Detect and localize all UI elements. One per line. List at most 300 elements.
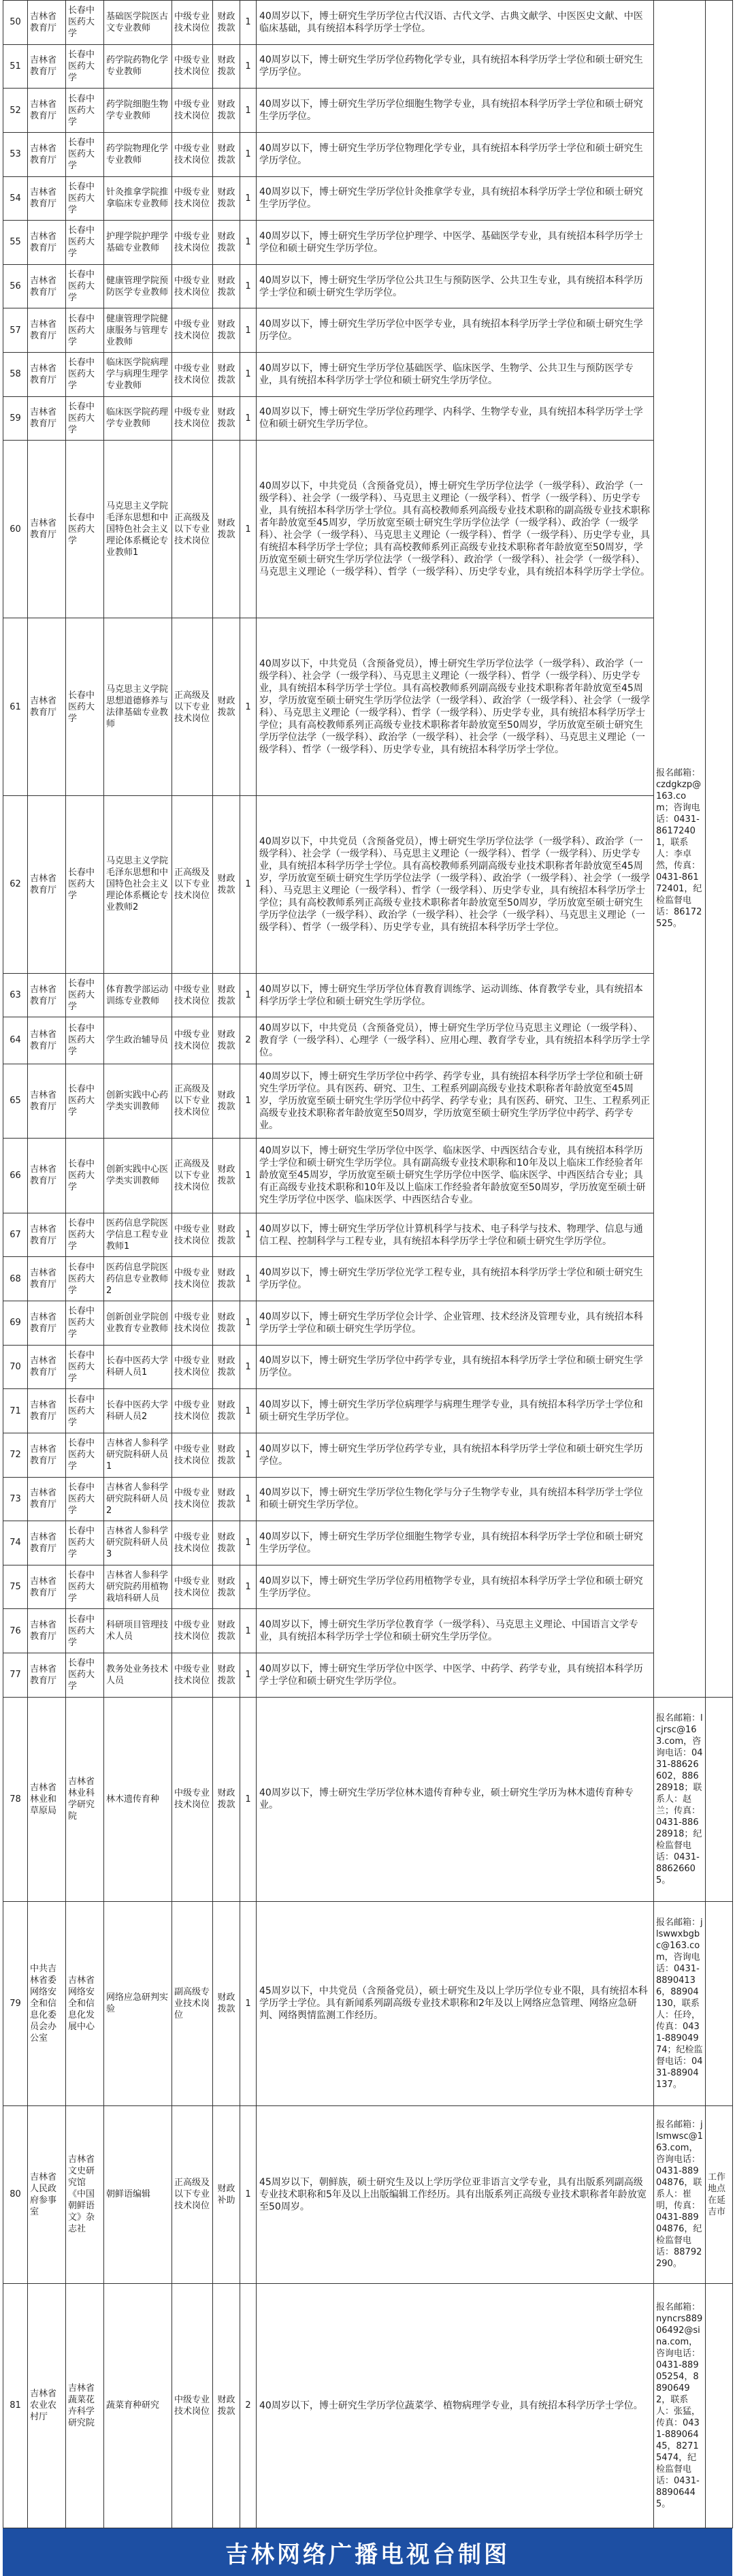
recruit-count: 1 <box>240 1301 257 1346</box>
competent-department: 吉林省教育厅 <box>28 264 66 308</box>
recruiting-unit: 长春中医药大学 <box>66 353 104 397</box>
post-requirements: 40周岁以下，中共党员（含预备党员），博士研究生学历学位法学（一级学科）、政治学（一级学科）、社会学（一级学科）、马克思主义理论（一级学科）、哲学（一级学科）、历史学专业，具有统招本科学历学士学位。具有高校教师系列副高级专业技术职称者年龄放宽至45周岁，学历放宽至硕士研究生学历学位法学（一级学科）、政治学（一级学科）、社会学（一级学科）、马克思主义理论（一级学科）、哲学（一级学科）、历史学专业，具有统招本科学历学士学位；具有高校教师系列正高级专业技术职称者年龄放宽至50周岁，学历放宽至硕士研究生学历学位法学（一级学科）、政治学（一级学科）、社会学（一级学科）、马克思主义理论（一级学科）、哲学（一级学科）、历史学专业，具有统招本科学历学士学位。 <box>257 795 654 973</box>
footer-banner: 吉林网络广播电视台制图 <box>3 2528 732 2576</box>
recruiting-unit: 吉林省文史研究馆《中国朝鲜语文》杂志社 <box>66 2105 104 2283</box>
funding-type: 财政拨款 <box>213 1697 240 1901</box>
post-requirements: 40周岁以下，博士研究生学历学位光学工程专业，具有统招本科学历学士学位和硕士研究生学历学位。 <box>257 1257 654 1301</box>
competent-department: 吉林省教育厅 <box>28 1064 66 1139</box>
recruiting-unit: 长春中医药大学 <box>66 1433 104 1477</box>
table-row <box>3 353 733 397</box>
post-name: 网络应急研判实验 <box>104 1901 172 2105</box>
recruit-count: 1 <box>240 1653 257 1698</box>
post-requirements: 40周岁以下，中共党员（含预备党员），博士研究生学历学位法学（一级学科）、政治学（一级学科）、社会学（一级学科）、马克思主义理论（一级学科）、哲学（一级学科）、历史学专业，具有统招本科学历学士学位。具有高校教师系列副高级专业技术职称者年龄放宽至45周岁，学历放宽至硕士研究生学历学位法学（一级学科）、政治学（一级学科）、社会学（一级学科）、马克思主义理论（一级学科）、哲学（一级学科）、历史学专业，具有统招本科学历学士学位；具有高校教师系列正高级专业技术职称者年龄放宽至50周岁，学历放宽至硕士研究生学历学位法学（一级学科）、政治学（一级学科）、社会学（一级学科）、马克思主义理论（一级学科）、哲学（一级学科）、历史学专业，具有统招本科学历学士学位。 <box>257 618 654 796</box>
row-number: 74 <box>3 1521 28 1565</box>
post-name: 学生政治辅导员 <box>104 1017 172 1064</box>
post-level: 中级专业技术岗位 <box>172 396 213 441</box>
recruit-count: 1 <box>240 396 257 441</box>
post-level: 中级专业技术岗位 <box>172 1257 213 1301</box>
table-row <box>3 264 733 308</box>
row-number: 63 <box>3 973 28 1017</box>
post-name: 创新创业学院创业教育专业教师 <box>104 1301 172 1346</box>
row-number: 66 <box>3 1139 28 1213</box>
competent-department: 吉林省教育厅 <box>28 1653 66 1698</box>
row-number: 50 <box>3 1 28 45</box>
row-number: 62 <box>3 795 28 973</box>
post-level: 中级专业技术岗位 <box>172 308 213 353</box>
table-row <box>3 1017 733 1064</box>
funding-type: 财政拨款 <box>213 1609 240 1653</box>
row-number: 59 <box>3 396 28 441</box>
recruit-count: 1 <box>240 221 257 265</box>
table-row <box>3 441 733 618</box>
post-requirements: 40周岁以下，博士研究生学历学位药理学、内科学、生物学专业，具有统招本科学历学士学位和硕士研究生学历学位。 <box>257 396 654 441</box>
competent-department: 吉林省教育厅 <box>28 89 66 133</box>
post-level: 中级专业技术岗位 <box>172 1521 213 1565</box>
recruiting-unit: 长春中医药大学 <box>66 1139 104 1213</box>
post-name: 针灸推拿学院推拿临床专业教师 <box>104 176 172 221</box>
post-level: 正高级及以下专业技术岗位 <box>172 2105 213 2283</box>
row-number: 80 <box>3 2105 28 2283</box>
table-row <box>3 396 733 441</box>
funding-type: 财政拨款 <box>213 618 240 796</box>
post-name: 药学院物理化学专业教师 <box>104 132 172 176</box>
post-requirements: 40周岁以下，博士研究生学历学位计算机科学与技术、电子科学与技术、物理学、信息与通信工程、控制科学与工程专业，具有统招本科学历学士学位和硕士研究生学历学位。 <box>257 1213 654 1257</box>
post-requirements: 40周岁以下，中共党员（含预备党员），博士研究生学历学位马克思主义理论（一级学科）、教育学（一级学科）、心理学（一级学科）、应用心理、教育学专业，具有统招本科学历学士学位。 <box>257 1017 654 1064</box>
competent-department: 吉林省教育厅 <box>28 353 66 397</box>
post-requirements: 40周岁以下，博士研究生学历学位公共卫生与预防医学、公共卫生专业，具有统招本科学历学士学位和硕士研究生学历学位。 <box>257 264 654 308</box>
funding-type: 财政拨款 <box>213 264 240 308</box>
contact-info-cyber: 报名邮箱：jlswwxbgbc@163.com，咨询电话：0431-88904136，88904130，联系人：任玲，传真：0431-88904974；纪检监督电话：0431-88904137。 <box>654 1901 706 2105</box>
post-level: 中级专业技术岗位 <box>172 132 213 176</box>
competent-department: 中共吉林省委网络安全和信息化委员会办公室 <box>28 1901 66 2105</box>
competent-department: 吉林省教育厅 <box>28 1301 66 1346</box>
post-name: 医药信息学院医学信息工程专业教师1 <box>104 1213 172 1257</box>
row-number: 73 <box>3 1477 28 1521</box>
remark-cell <box>706 1697 733 1901</box>
competent-department: 吉林省教育厅 <box>28 973 66 1017</box>
recruit-count: 1 <box>240 132 257 176</box>
table-row <box>3 973 733 1017</box>
funding-type: 财政拨款 <box>213 1 240 45</box>
table-row <box>3 795 733 973</box>
post-name: 长春中医药大学科研人员2 <box>104 1389 172 1433</box>
row-number: 68 <box>3 1257 28 1301</box>
table-row <box>3 132 733 176</box>
row-number: 72 <box>3 1433 28 1477</box>
table-row <box>3 44 733 89</box>
funding-type: 财政拨款 <box>213 308 240 353</box>
competent-department: 吉林省教育厅 <box>28 795 66 973</box>
post-requirements: 40周岁以下，博士研究生学历学位教育学（一级学科）、马克思主义理论、中国语言文学专业，具有统招本科学历学士学位和硕士研究生学历学位。 <box>257 1609 654 1653</box>
funding-type: 财政拨款 <box>213 1389 240 1433</box>
post-level: 中级专业技术岗位 <box>172 1301 213 1346</box>
post-level: 中级专业技术岗位 <box>172 89 213 133</box>
post-requirements: 40周岁以下，博士研究生学历学位中医学、临床医学、中西医结合专业，具有统招本科学历学士学位和硕士研究生学历学位。具有副高级专业技术职称和10年及以上临床工作经验者年龄放宽至45周岁，学历放宽至硕士研究生学历学位中医学、临床医学、中西医结合专业；具有正高级专业技术职称和10年及以上临床工作经验者年龄放宽至50周岁，学历放宽至硕士研究生学历学位中医学、临床医学、中西医结合专业。 <box>257 1139 654 1213</box>
recruiting-unit: 长春中医药大学 <box>66 1477 104 1521</box>
post-requirements: 40周岁以下，博士研究生学历学位基础医学、临床医学、生物学、公共卫生与预防医学专业，具有统招本科学历学士学位和硕士研究生学历学位。 <box>257 353 654 397</box>
row-number: 75 <box>3 1565 28 1609</box>
recruiting-unit: 长春中医药大学 <box>66 1521 104 1565</box>
table-row <box>3 1345 733 1389</box>
competent-department: 吉林省人民政府参事室 <box>28 2105 66 2283</box>
funding-type: 财政拨款 <box>213 44 240 89</box>
table-row <box>3 1301 733 1346</box>
competent-department: 吉林省教育厅 <box>28 1345 66 1389</box>
recruiting-unit: 长春中医药大学 <box>66 1017 104 1064</box>
recruiting-unit: 长春中医药大学 <box>66 308 104 353</box>
row-number: 64 <box>3 1017 28 1064</box>
post-level: 副高级专业技术岗位 <box>172 1901 213 2105</box>
competent-department: 吉林省教育厅 <box>28 308 66 353</box>
post-name: 朝鲜语编辑 <box>104 2105 172 2283</box>
post-requirements: 40周岁以下，博士研究生学历学位病理学与病理生理学专业，具有统招本科学历学士学位和硕士研究生学历学位。 <box>257 1389 654 1433</box>
funding-type: 财政拨款 <box>213 441 240 618</box>
funding-type: 财政拨款 <box>213 1064 240 1139</box>
post-name: 临床医学院病理学与病理生理学专业教师 <box>104 353 172 397</box>
recruiting-unit: 长春中医药大学 <box>66 1 104 45</box>
row-number: 77 <box>3 1653 28 1698</box>
funding-type: 财政拨款 <box>213 1521 240 1565</box>
post-level: 中级专业技术岗位 <box>172 1389 213 1433</box>
recruit-count: 1 <box>240 44 257 89</box>
funding-type: 财政拨款 <box>213 1901 240 2105</box>
recruit-count: 1 <box>240 618 257 796</box>
post-requirements: 40周岁以下，博士研究生学历学位药用植物学专业，具有统招本科学历学士学位和硕士研究生学历学位。 <box>257 1565 654 1609</box>
competent-department: 吉林省教育厅 <box>28 1213 66 1257</box>
recruiting-unit: 长春中医药大学 <box>66 89 104 133</box>
post-level: 中级专业技术岗位 <box>172 221 213 265</box>
row-number: 58 <box>3 353 28 397</box>
recruiting-unit: 长春中医药大学 <box>66 1213 104 1257</box>
post-name: 护理学院护理学基础专业教师 <box>104 221 172 265</box>
post-level: 中级专业技术岗位 <box>172 1 213 45</box>
row-number: 78 <box>3 1697 28 1901</box>
row-number: 69 <box>3 1301 28 1346</box>
row-number: 67 <box>3 1213 28 1257</box>
recruiting-unit: 长春中医药大学 <box>66 221 104 265</box>
competent-department: 吉林省林业和草原局 <box>28 1697 66 1901</box>
post-name: 蔬菜育种研究 <box>104 2283 172 2528</box>
post-name: 马克思主义学院思想道德修养与法律基础专业教师 <box>104 618 172 796</box>
post-name: 健康管理学院预防医学专业教师 <box>104 264 172 308</box>
post-name: 临床医学院药理学专业教师 <box>104 396 172 441</box>
post-name: 创新实践中心医学类实训教师 <box>104 1139 172 1213</box>
post-requirements: 45周岁以下，朝鲜族，硕士研究生及以上学历学位亚非语言文学专业，具有出版系列副高级专业技术职称和5年及以上出版编辑工作经历。具有出版系列正高级专业技术职称者年龄放宽至50周岁。 <box>257 2105 654 2283</box>
table-row <box>3 1389 733 1433</box>
funding-type: 财政补助 <box>213 2105 240 2283</box>
recruiting-unit: 长春中医药大学 <box>66 973 104 1017</box>
funding-type: 财政拨款 <box>213 396 240 441</box>
table-row <box>3 1139 733 1213</box>
remark-cell <box>706 1901 733 2105</box>
recruit-count: 1 <box>240 353 257 397</box>
recruiting-unit: 长春中医药大学 <box>66 1345 104 1389</box>
contact-info-counsel: 报名邮箱：jlsmwsc@163.com，咨询电话：0431-88904876，联系人：崔明，传真：0431-88904876，纪检监督电话：88792290。 <box>654 2105 706 2283</box>
competent-department: 吉林省教育厅 <box>28 441 66 618</box>
post-requirements: 40周岁以下，博士研究生学历学位会计学、企业管理、技术经济及管理专业，具有统招本科学历学士学位和硕士研究生学历学位。 <box>257 1301 654 1346</box>
recruiting-unit: 长春中医药大学 <box>66 1257 104 1301</box>
post-level: 中级专业技术岗位 <box>172 1433 213 1477</box>
post-name: 长春中医药大学科研人员1 <box>104 1345 172 1389</box>
funding-type: 财政拨款 <box>213 89 240 133</box>
competent-department: 吉林省教育厅 <box>28 1433 66 1477</box>
recruit-count: 1 <box>240 1139 257 1213</box>
recruiting-unit: 长春中医药大学 <box>66 396 104 441</box>
post-name: 吉林省人参科学研究院药用植物栽培科研人员 <box>104 1565 172 1609</box>
post-requirements: 40周岁以下，博士研究生学历学位古代汉语、古代文学、古典文献学、中医医史文献、中医临床基础，具有统招本科学历学士学位。 <box>257 1 654 45</box>
table-row <box>3 1 733 45</box>
competent-department: 吉林省教育厅 <box>28 44 66 89</box>
funding-type: 财政拨款 <box>213 221 240 265</box>
post-name: 吉林省人参科学研究院科研人员3 <box>104 1521 172 1565</box>
post-level: 中级专业技术岗位 <box>172 973 213 1017</box>
table-row <box>3 221 733 265</box>
contact-info-forestry: 报名邮箱：lcjrsc@163.com，咨询电话：0431-88626602，88628918；联系人：赵兰；传真：0431-88628918；纪检监督电话：0431-88626605。 <box>654 1697 706 1901</box>
funding-type: 财政拨款 <box>213 1301 240 1346</box>
funding-type: 财政拨款 <box>213 1653 240 1698</box>
recruiting-unit: 长春中医药大学 <box>66 44 104 89</box>
table-row <box>3 1257 733 1301</box>
recruiting-unit: 长春中医药大学 <box>66 618 104 796</box>
recruiting-unit: 长春中医药大学 <box>66 176 104 221</box>
table-row <box>3 1521 733 1565</box>
row-number: 56 <box>3 264 28 308</box>
post-level: 中级专业技术岗位 <box>172 1697 213 1901</box>
post-level: 正高级及以下专业技术岗位 <box>172 1139 213 1213</box>
funding-type: 财政拨款 <box>213 2283 240 2528</box>
post-level: 中级专业技术岗位 <box>172 264 213 308</box>
post-name: 药学院细胞生物学专业教师 <box>104 89 172 133</box>
table-row <box>3 1653 733 1698</box>
recruit-count: 1 <box>240 2105 257 2283</box>
post-requirements: 40周岁以下，博士研究生学历学位蔬菜学、植物病理学专业，具有统招本科学历学士学位。 <box>257 2283 654 2528</box>
recruit-count: 1 <box>240 1697 257 1901</box>
post-level: 正高级及以下专业技术岗位 <box>172 795 213 973</box>
post-level: 中级专业技术岗位 <box>172 1565 213 1609</box>
competent-department: 吉林省农业农村厅 <box>28 2283 66 2528</box>
job-table <box>3 0 733 2528</box>
table-row <box>3 618 733 796</box>
table-row <box>3 2105 733 2283</box>
post-requirements: 40周岁以下，博士研究生学历学位体育教育训练学、运动训练、体育教学专业，具有统招本科学历学士学位和硕士研究生学历学位。 <box>257 973 654 1017</box>
funding-type: 财政拨款 <box>213 353 240 397</box>
post-name: 马克思主义学院毛泽东思想和中国特色社会主义理论体系概论专业教师1 <box>104 441 172 618</box>
recruiting-unit: 长春中医药大学 <box>66 1609 104 1653</box>
post-name: 创新实践中心药学类实训教师 <box>104 1064 172 1139</box>
recruiting-unit: 长春中医药大学 <box>66 795 104 973</box>
funding-type: 财政拨款 <box>213 1345 240 1389</box>
post-level: 中级专业技术岗位 <box>172 1653 213 1698</box>
competent-department: 吉林省教育厅 <box>28 396 66 441</box>
post-name: 基础医学院医古文专业教师 <box>104 1 172 45</box>
recruit-count: 1 <box>240 1901 257 2105</box>
recruiting-unit: 吉林省蔬菜花卉科学研究院 <box>66 2283 104 2528</box>
recruit-count: 1 <box>240 1477 257 1521</box>
post-name: 医药信息学院医药信息专业教师2 <box>104 1257 172 1301</box>
recruit-count: 1 <box>240 1609 257 1653</box>
post-level: 中级专业技术岗位 <box>172 353 213 397</box>
competent-department: 吉林省教育厅 <box>28 1565 66 1609</box>
funding-type: 财政拨款 <box>213 1433 240 1477</box>
row-number: 65 <box>3 1064 28 1139</box>
post-name: 吉林省人参科学研究院科研人员2 <box>104 1477 172 1521</box>
post-requirements: 40周岁以下，博士研究生学历学位中药学、药学专业，具有统招本科学历学士学位和硕士研究生学历学位。具有医药、研究、卫生、工程系列副高级专业技术职称者年龄放宽至45周岁，学历放宽至硕士研究生学历学位中药学、药学专业；具有医药、研究、卫生、工程系列正高级专业技术职称者年龄放宽至50周岁，学历放宽至硕士研究生学历学位中药学、药学专业。 <box>257 1064 654 1139</box>
competent-department: 吉林省教育厅 <box>28 618 66 796</box>
row-number: 57 <box>3 308 28 353</box>
row-number: 76 <box>3 1609 28 1653</box>
recruit-count: 2 <box>240 1017 257 1064</box>
funding-type: 财政拨款 <box>213 973 240 1017</box>
competent-department: 吉林省教育厅 <box>28 132 66 176</box>
table-row <box>3 1477 733 1521</box>
row-number: 53 <box>3 132 28 176</box>
contact-info-agriculture: 报名邮箱：nyncrs88906492@sina.com，咨询电话：0431-88905254，88906492，联系人：张猛，传真：0431-88906445，82715474，纪检监督电话：0431-88906445。 <box>654 2283 706 2528</box>
row-number: 52 <box>3 89 28 133</box>
remark-work-location: 工作地点在延吉市 <box>706 2105 733 2283</box>
post-level: 中级专业技术岗位 <box>172 1477 213 1521</box>
recruit-count: 1 <box>240 1389 257 1433</box>
recruit-count: 1 <box>240 1521 257 1565</box>
row-number: 61 <box>3 618 28 796</box>
remark-cell <box>706 2283 733 2528</box>
recruit-count: 1 <box>240 441 257 618</box>
post-name: 药学院药物化学专业教师 <box>104 44 172 89</box>
table-row <box>3 89 733 133</box>
post-requirements: 45周岁以下，中共党员（含预备党员），硕士研究生及以上学历学位专业不限，具有统招本科学历学士学位。具有新闻系列副高级专业技术职称和2年及以上网络应急管理、网络应急研判、网络舆情监测工作经历。 <box>257 1901 654 2105</box>
row-number: 55 <box>3 221 28 265</box>
table-row <box>3 1064 733 1139</box>
post-requirements: 40周岁以下，博士研究生学历学位药物化学专业，具有统招本科学历学士学位和硕士研究生学历学位。 <box>257 44 654 89</box>
row-number: 79 <box>3 1901 28 2105</box>
row-number: 60 <box>3 441 28 618</box>
table-row <box>3 176 733 221</box>
recruit-count: 1 <box>240 1565 257 1609</box>
post-level: 正高级及以下专业技术岗位 <box>172 1064 213 1139</box>
competent-department: 吉林省教育厅 <box>28 221 66 265</box>
post-name: 教务处业务技术人员 <box>104 1653 172 1698</box>
recruiting-unit: 长春中医药大学 <box>66 132 104 176</box>
recruiting-unit: 吉林省林业科学研究院 <box>66 1697 104 1901</box>
recruit-count: 1 <box>240 795 257 973</box>
recruit-count: 1 <box>240 89 257 133</box>
funding-type: 财政拨款 <box>213 1213 240 1257</box>
recruit-count: 1 <box>240 973 257 1017</box>
funding-type: 财政拨款 <box>213 1477 240 1521</box>
recruit-count: 1 <box>240 1433 257 1477</box>
post-level: 中级专业技术岗位 <box>172 1213 213 1257</box>
post-requirements: 40周岁以下，博士研究生学历学位细胞生物学专业，具有统招本科学历学士学位和硕士研究生学历学位。 <box>257 89 654 133</box>
competent-department: 吉林省教育厅 <box>28 1521 66 1565</box>
recruiting-unit: 长春中医药大学 <box>66 1389 104 1433</box>
post-name: 健康管理学院健康服务与管理专业教师 <box>104 308 172 353</box>
recruit-count: 1 <box>240 1257 257 1301</box>
funding-type: 财政拨款 <box>213 132 240 176</box>
competent-department: 吉林省教育厅 <box>28 1389 66 1433</box>
row-number: 71 <box>3 1389 28 1433</box>
competent-department: 吉林省教育厅 <box>28 1139 66 1213</box>
contact-info-education: 报名邮箱：czdgkzp@163.com；咨询电话：0431-86172401，联系人：李卓然，传真：0431-86172401，纪检监督电话：86172525。 <box>654 1 706 1698</box>
recruiting-unit: 长春中医药大学 <box>66 264 104 308</box>
post-requirements: 40周岁以下，博士研究生学历学位物理化学专业，具有统招本科学历学士学位和硕士研究生学历学位。 <box>257 132 654 176</box>
funding-type: 财政拨款 <box>213 1257 240 1301</box>
table-row <box>3 1697 733 1901</box>
post-requirements: 40周岁以下，博士研究生学历学位护理学、中医学、基础医学专业，具有统招本科学历学士学位和硕士研究生学历学位。 <box>257 221 654 265</box>
funding-type: 财政拨款 <box>213 1565 240 1609</box>
competent-department: 吉林省教育厅 <box>28 1 66 45</box>
competent-department: 吉林省教育厅 <box>28 176 66 221</box>
post-requirements: 40周岁以下，博士研究生学历学位中医学专业，具有统招本科学历学士学位和硕士研究生学历学位。 <box>257 308 654 353</box>
funding-type: 财政拨款 <box>213 1139 240 1213</box>
table-row <box>3 1609 733 1653</box>
post-requirements: 40周岁以下，博士研究生学历学位林木遗传育种专业，硕士研究生学历为林木遗传育种专业。 <box>257 1697 654 1901</box>
table-row <box>3 1433 733 1477</box>
post-requirements: 40周岁以下，博士研究生学历学位中药学专业，具有统招本科学历学士学位和硕士研究生学历学位。 <box>257 1345 654 1389</box>
table-row <box>3 2283 733 2528</box>
post-name: 马克思主义学院毛泽东思想和中国特色社会主义理论体系概论专业教师2 <box>104 795 172 973</box>
recruit-count: 1 <box>240 1064 257 1139</box>
recruiting-unit: 长春中医药大学 <box>66 1064 104 1139</box>
post-requirements: 40周岁以下，中共党员（含预备党员），博士研究生学历学位法学（一级学科）、政治学（一级学科）、社会学（一级学科）、马克思主义理论（一级学科）、哲学（一级学科）、历史学专业，具有统招本科学历学士学位。具有高校教师系列高级专业技术职称的副高级专业技术职称者年龄放宽至45周岁，学历放宽至硕士研究生学历学位法学（一级学科）、政治学（一级学科）、社会学（一级学科）、马克思主义理论（一级学科）、哲学（一级学科）、历史学专业，具有统招本科学历学士学位；具有高校教师系列正高级专业技术职称者年龄放宽至50周岁，学历放宽至硕士研究生学历学位法学（一级学科）、政治学（一级学科）、社会学（一级学科）、马克思主义理论（一级学科）、哲学（一级学科）、历史学专业，具有统招本科学历学士学位。 <box>257 441 654 618</box>
post-level: 中级专业技术岗位 <box>172 1609 213 1653</box>
competent-department: 吉林省教育厅 <box>28 1017 66 1064</box>
post-requirements: 40周岁以下，博士研究生学历学位中医学、中医学、中药学、药学专业，具有统招本科学历学士学位和硕士研究生学历学位。 <box>257 1653 654 1698</box>
remark-cell <box>706 1 733 1698</box>
post-requirements: 40周岁以下，博士研究生学历学位药学专业，具有统招本科学历学士学位和硕士研究生学历学位。 <box>257 1433 654 1477</box>
recruiting-unit: 吉林省网络安全和信息化发展中心 <box>66 1901 104 2105</box>
funding-type: 财政拨款 <box>213 795 240 973</box>
row-number: 81 <box>3 2283 28 2528</box>
recruiting-unit: 长春中医药大学 <box>66 441 104 618</box>
recruiting-unit: 长春中医药大学 <box>66 1301 104 1346</box>
table-row <box>3 308 733 353</box>
post-requirements: 40周岁以下，博士研究生学历学位生物化学与分子生物学专业，具有统招本科学历学士学位和硕士研究生学历学位。 <box>257 1477 654 1521</box>
competent-department: 吉林省教育厅 <box>28 1477 66 1521</box>
recruit-count: 1 <box>240 176 257 221</box>
row-number: 51 <box>3 44 28 89</box>
row-number: 54 <box>3 176 28 221</box>
recruit-count: 1 <box>240 1213 257 1257</box>
recruit-count: 1 <box>240 264 257 308</box>
table-row <box>3 1901 733 2105</box>
post-requirements: 40周岁以下，博士研究生学历学位针灸推拿学专业，具有统招本科学历学士学位和硕士研究生学历学位。 <box>257 176 654 221</box>
competent-department: 吉林省教育厅 <box>28 1257 66 1301</box>
post-level: 中级专业技术岗位 <box>172 44 213 89</box>
post-level: 正高级及以下专业技术岗位 <box>172 618 213 796</box>
post-level: 中级专业技术岗位 <box>172 1345 213 1389</box>
funding-type: 财政拨款 <box>213 176 240 221</box>
recruiting-unit: 长春中医药大学 <box>66 1653 104 1698</box>
table-row <box>3 1565 733 1609</box>
post-name: 林木遗传育种 <box>104 1697 172 1901</box>
post-name: 体育教学部运动训练专业教师 <box>104 973 172 1017</box>
funding-type: 财政拨款 <box>213 1017 240 1064</box>
recruit-count: 2 <box>240 2283 257 2528</box>
job-table-body <box>3 1 733 2528</box>
recruit-count: 1 <box>240 308 257 353</box>
recruit-count: 1 <box>240 1 257 45</box>
table-row <box>3 1213 733 1257</box>
post-level: 正高级及以下专业技术岗位 <box>172 441 213 618</box>
recruiting-unit: 长春中医药大学 <box>66 1565 104 1609</box>
post-level: 中级专业技术岗位 <box>172 1017 213 1064</box>
post-requirements: 40周岁以下，博士研究生学历学位细胞生物学专业，具有统招本科学历学士学位和硕士研究生学历学位。 <box>257 1521 654 1565</box>
competent-department: 吉林省教育厅 <box>28 1609 66 1653</box>
post-name: 吉林省人参科学研究院科研人员1 <box>104 1433 172 1477</box>
post-level: 中级专业技术岗位 <box>172 176 213 221</box>
post-name: 科研项目管理技术人员 <box>104 1609 172 1653</box>
post-level: 中级专业技术岗位 <box>172 2283 213 2528</box>
recruit-count: 1 <box>240 1345 257 1389</box>
